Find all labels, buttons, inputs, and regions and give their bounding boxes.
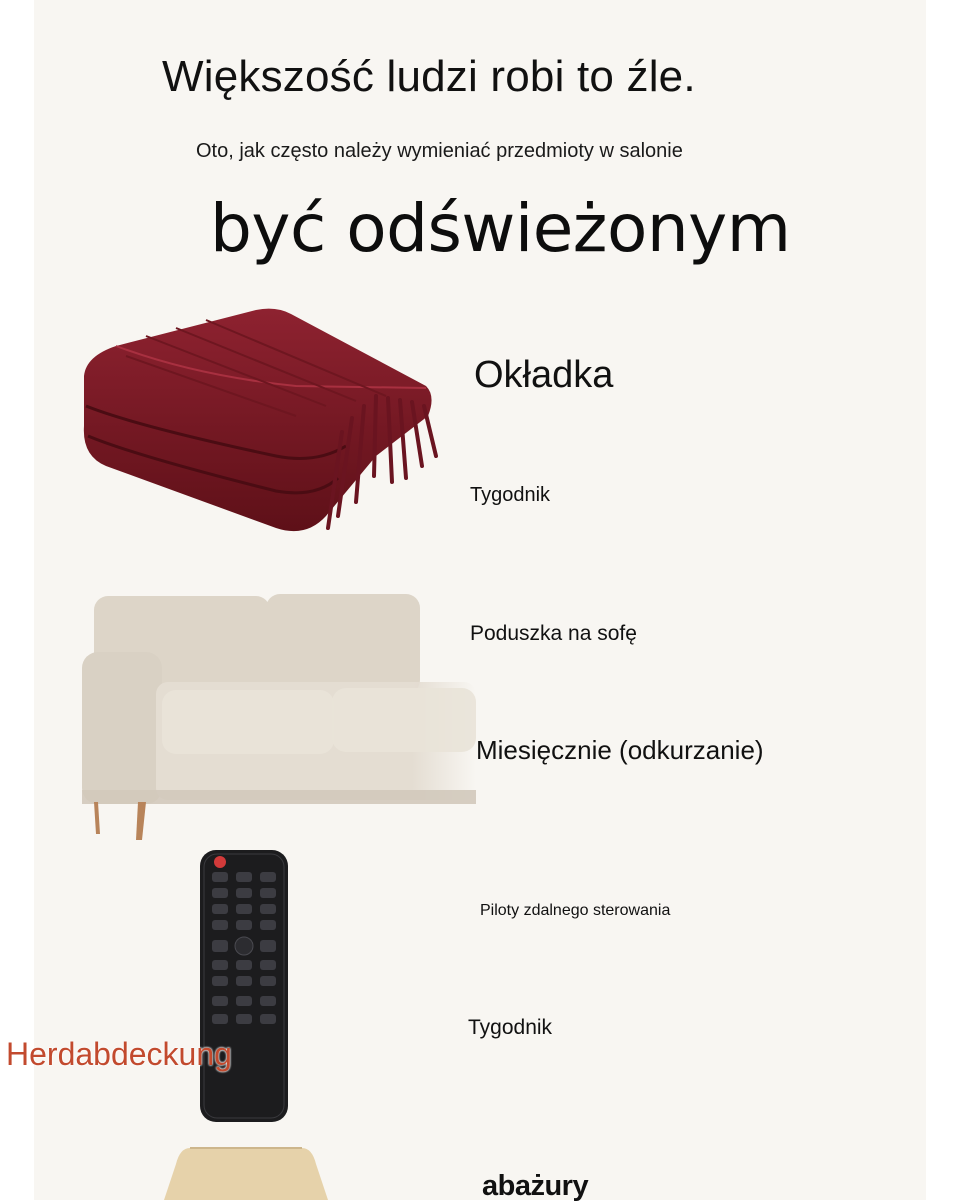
page-subtitle: Oto, jak często należy wymieniać przedmioty w salonie xyxy=(196,140,683,162)
item-name-remotes: Piloty zdalnego sterowania xyxy=(480,902,671,919)
page-title: Większość ludzi robi to źle. xyxy=(162,52,696,101)
item-frequency-sofa-pillow: Miesięcznie (odkurzanie) xyxy=(476,735,764,765)
headline: być odświeżonym xyxy=(210,190,791,267)
item-frequency-remotes: Tygodnik xyxy=(468,1016,553,1039)
item-name-lampshades: abażury xyxy=(482,1170,589,1202)
watermark-text: Herdabdeckung xyxy=(6,1036,232,1072)
item-name-blanket: Okładka xyxy=(474,354,614,396)
page xyxy=(34,0,926,1200)
sofa-image xyxy=(76,590,476,842)
lampshade-image xyxy=(160,1144,332,1200)
item-name-sofa-pillow: Poduszka na sofę xyxy=(470,622,637,645)
remote-control-image xyxy=(194,848,294,1124)
item-frequency-blanket: Tygodnik xyxy=(470,484,551,506)
folded-blanket-image xyxy=(76,306,448,542)
